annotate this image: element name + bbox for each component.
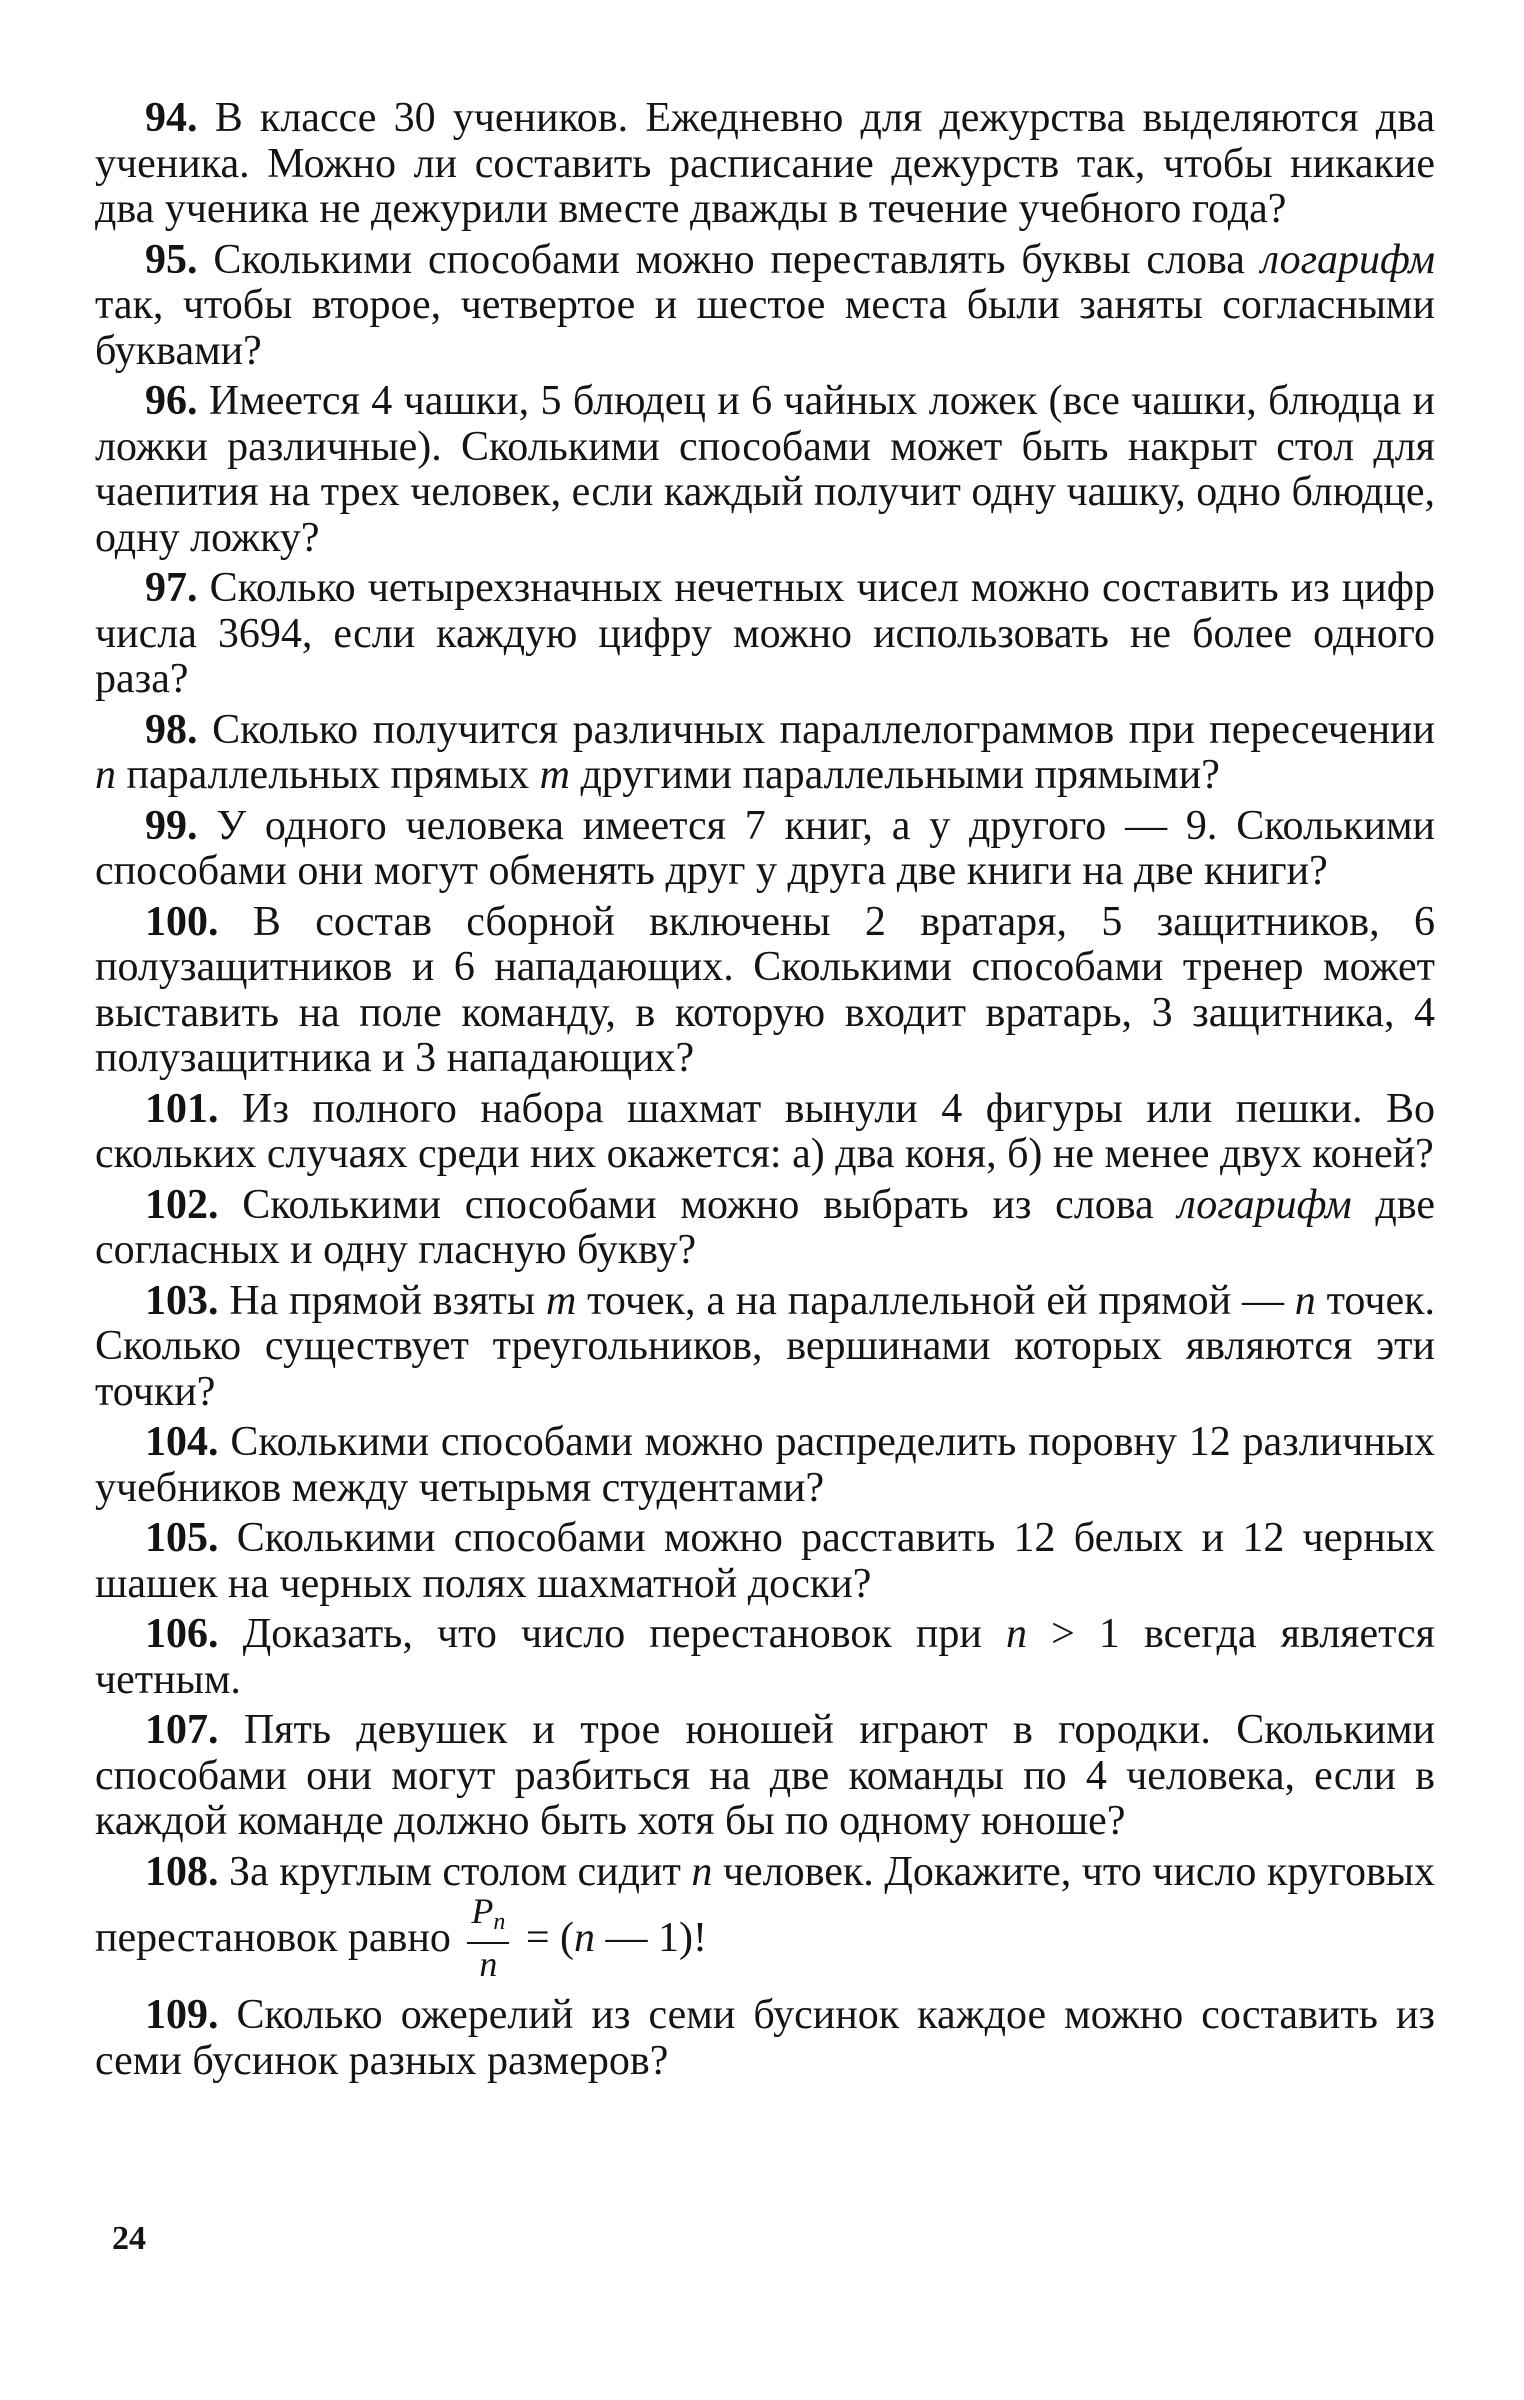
fraction-formula bbox=[467, 1891, 509, 1984]
problem-104 bbox=[95, 1420, 1435, 1511]
math-variable: n bbox=[574, 1915, 596, 1962]
problem-text: человек. Докажите, что число круговых перестановок равно bbox=[95, 1848, 1436, 1962]
problem-number: 102. bbox=[145, 1181, 219, 1228]
problem-105 bbox=[95, 1516, 1435, 1607]
problem-text: Сколькими способами можно переставлять буквы слова bbox=[213, 236, 1261, 283]
problem-95 bbox=[95, 238, 1435, 375]
problem-number: 95. bbox=[145, 236, 198, 283]
problem-number: 109. bbox=[145, 1992, 219, 2038]
math-variable: n bbox=[1005, 1611, 1027, 1657]
problem-text: параллельных прямых bbox=[116, 752, 540, 798]
problem-94 bbox=[95, 96, 1435, 233]
math-variable: n bbox=[95, 752, 116, 798]
problem-107 bbox=[95, 1708, 1435, 1845]
italic-word: логарифм bbox=[1260, 236, 1436, 283]
math-variable: m bbox=[545, 1277, 577, 1324]
problem-text: Сколько четырехзначных нечетных чисел можно составить из цифр числа 3694, если каждую цифру можно использовать не более одного раза? bbox=[95, 565, 1435, 702]
problem-number: 98. bbox=[145, 706, 198, 753]
math-variable: n bbox=[1294, 1277, 1316, 1324]
problem-number: 101. bbox=[145, 1085, 219, 1132]
problem-number: 103. bbox=[145, 1277, 219, 1324]
problem-text: Сколькими способами можно выбрать из слова bbox=[242, 1181, 1178, 1228]
problem-text: На прямой взяты bbox=[229, 1277, 546, 1324]
problem-number: 97. bbox=[145, 565, 198, 611]
problem-109 bbox=[95, 1993, 1435, 2084]
formula-text: — 1)! bbox=[595, 1915, 708, 1962]
problem-text: точек, а на параллельной ей прямой — bbox=[576, 1277, 1295, 1324]
fraction-numerator-subscript: n bbox=[493, 1909, 506, 1935]
problem-101 bbox=[95, 1087, 1435, 1178]
problem-108 bbox=[95, 1850, 1435, 1989]
problem-99 bbox=[95, 804, 1435, 895]
math-variable: n bbox=[691, 1848, 713, 1895]
problem-98 bbox=[95, 708, 1435, 799]
problem-text: Пять девушек и трое юношей играют в городки. Сколькими способами они могут разбиться на две команды по 4 человека, если в каждой команде должно быть хотя бы по одному юноше? bbox=[95, 1707, 1436, 1844]
formula-text: = ( bbox=[515, 1915, 575, 1962]
problem-100 bbox=[95, 900, 1435, 1082]
problem-96 bbox=[95, 379, 1435, 561]
problem-text: две согласных и одну гласную букву? bbox=[95, 1181, 1436, 1273]
problem-text: В классе 30 учеников. Ежедневно для дежурства выделяются два ученика. Можно ли составить расписание дежурств так, чтобы никакие два ученика не дежурили вместе дважды в течение учебного года? bbox=[95, 95, 1436, 232]
fraction-numerator-symbol: P bbox=[471, 1891, 494, 1931]
problem-number: 106. bbox=[145, 1611, 219, 1657]
problem-text: точек. Сколько существует треугольников, вершинами которых являются эти точки? bbox=[95, 1277, 1435, 1415]
problem-97 bbox=[95, 566, 1435, 703]
problem-text: другими параллельными прямыми? bbox=[569, 752, 1220, 798]
problem-106 bbox=[95, 1612, 1435, 1703]
problem-text: Сколько получится различных параллелограммов при пересечении bbox=[212, 706, 1435, 753]
problem-number: 100. bbox=[145, 898, 219, 945]
problem-number: 107. bbox=[145, 1707, 219, 1753]
problem-text: У одного человека имеется 7 книг, а у другого — 9. Сколькими способами они могут обменять друг у друга две книги на две книги? bbox=[95, 802, 1436, 894]
problem-number: 99. bbox=[145, 802, 198, 849]
italic-word: логарифм bbox=[1177, 1181, 1352, 1228]
problem-text: В состав сборной включены 2 вратаря, 5 защитников, 6 полузащитников и 6 нападающих. Сколькими способами тренер может выставить на поле команду, в которую входит вратарь, 3 защитника, 4 полузащитника и 3 нападающих? bbox=[95, 898, 1435, 1081]
problem-text: Сколько ожерелий из семи бусинок каждое можно составить из семи бусинок разных размеров? bbox=[95, 1992, 1436, 2084]
math-variable: m bbox=[539, 752, 570, 798]
problem-number: 108. bbox=[145, 1848, 219, 1895]
problem-text: Доказать, что число перестановок при bbox=[242, 1611, 1006, 1657]
problem-text: > 1 всегда является четным. bbox=[95, 1611, 1435, 1703]
fraction-numerator bbox=[467, 1891, 509, 1944]
problem-text: Сколькими способами можно распределить поровну 12 различных учебников между четырьмя студентами? bbox=[95, 1419, 1435, 1511]
problem-103 bbox=[95, 1279, 1435, 1416]
problem-text: Из полного набора шахмат вынули 4 фигуры или пешки. Во скольких случаях среди них окажется: а) два коня, б) не менее двух коней? bbox=[95, 1085, 1436, 1177]
page-body bbox=[95, 96, 1435, 2089]
problem-number: 104. bbox=[145, 1419, 219, 1465]
problem-text: Сколькими способами можно расставить 12 белых и 12 черных шашек на черных полях шахматной доски? bbox=[95, 1515, 1436, 1607]
problem-102 bbox=[95, 1183, 1435, 1274]
problem-number: 94. bbox=[145, 95, 198, 141]
problem-number: 96. bbox=[145, 378, 198, 424]
fraction-denominator: n bbox=[479, 1944, 498, 1984]
problem-text: Имеется 4 чашки, 5 блюдец и 6 чайных ложек (все чашки, блюдца и ложки различные). Сколькими способами может быть накрыт стол для чаепития на трех человек, если каждый получит одну чашку, одно блюдце, одну ложку? bbox=[95, 378, 1436, 561]
problem-number: 105. bbox=[145, 1515, 219, 1561]
problem-text: так, чтобы второе, четвертое и шестое места были заняты согласными буквами? bbox=[95, 282, 1435, 374]
page-number: 24 bbox=[112, 2220, 146, 2257]
problem-text: За круглым столом сидит bbox=[229, 1848, 692, 1895]
